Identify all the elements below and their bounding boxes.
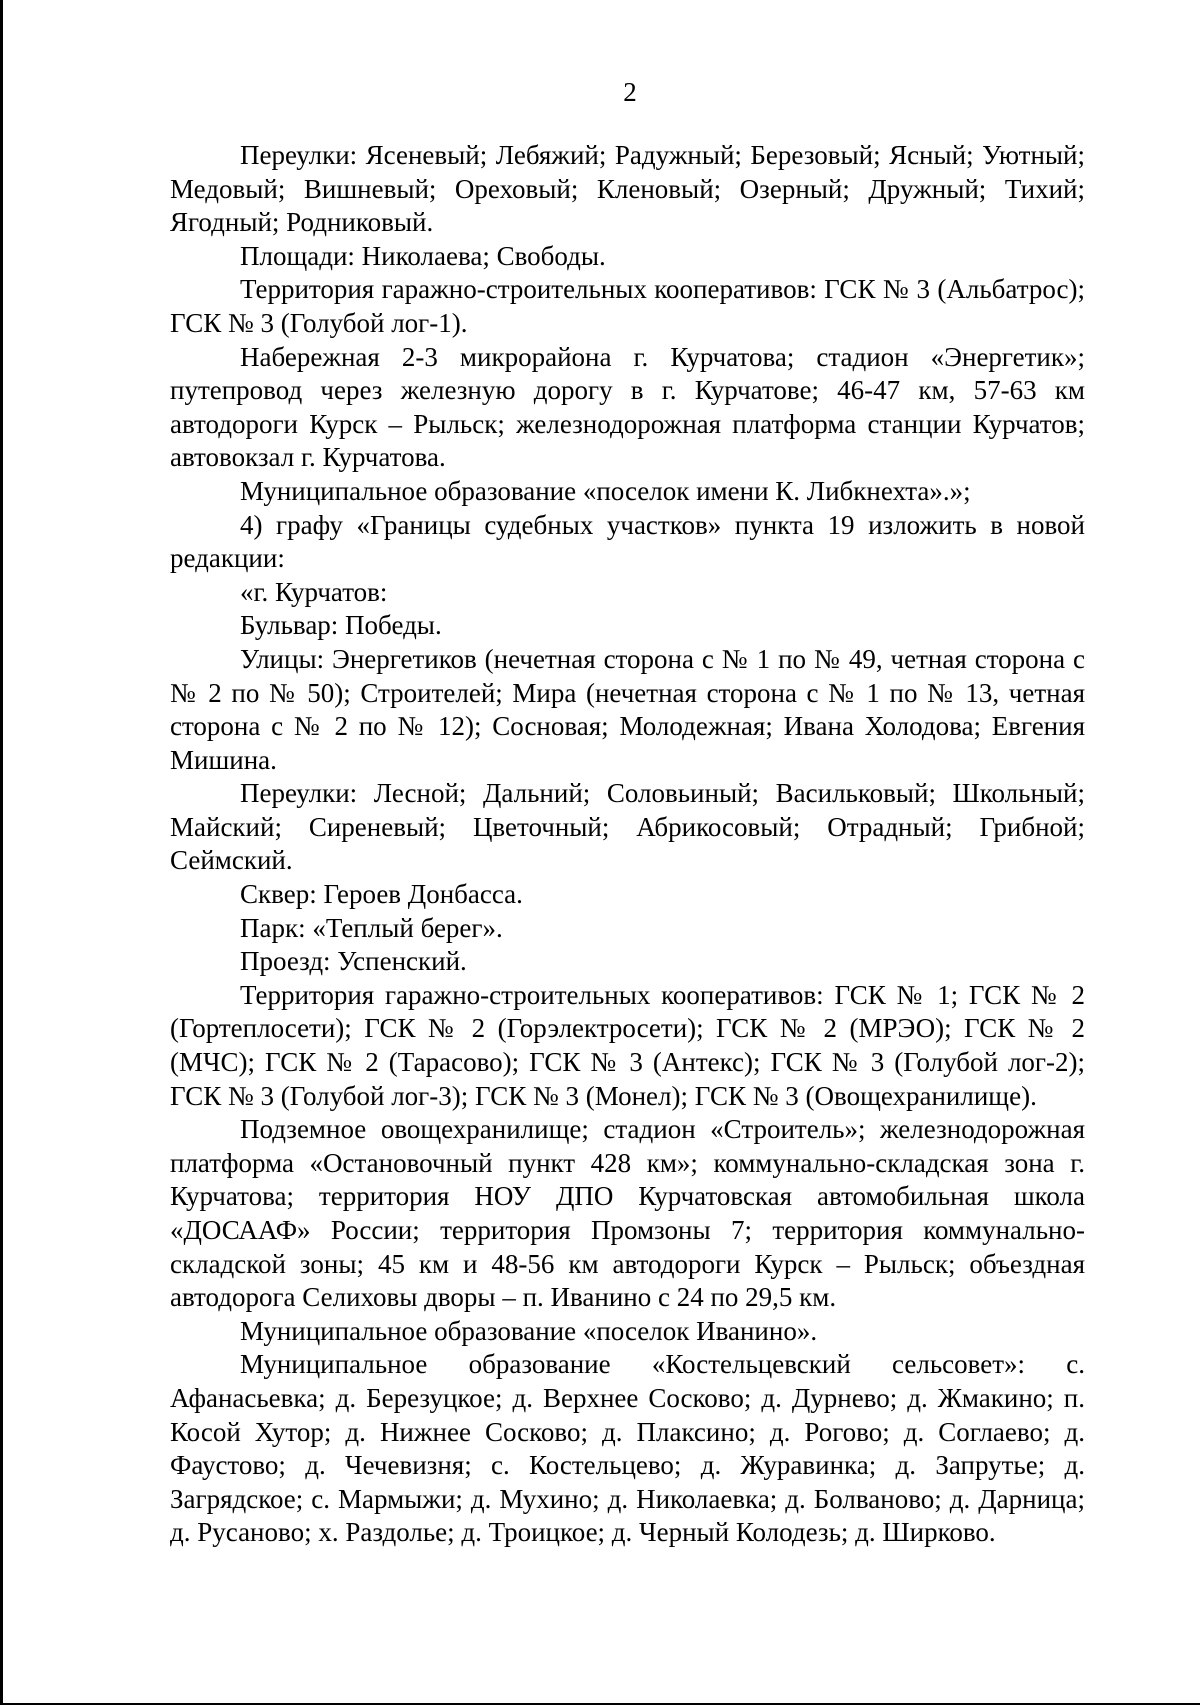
paragraph-municipality-liebknecht: Муниципальное образование «поселок имени К. Либкнехта».»; — [240, 475, 971, 506]
paragraph-embankment: Набережная 2-3 микрорайона г. Курчатова; стадион «Энергетик»; путепровод через железную дорогу в г. Курчатове; 46-47 км, 57-63 км автодороги Курск – Рыльск; железнодорожная платформа станции Курчатов; автовокзал г. Курчатова. — [170, 341, 1085, 473]
paragraph-underground-storage: Подземное овощехранилище; стадион «Строитель»; железнодорожная платформа «Остановочный пункт 428 км»; коммунально-складская зона г. Курчатова; территория НОУ ДПО Курчатовская автомобильная школа «ДОСААФ» России; территория Промзоны 7; территория коммунально-складской зоны; 45 км и 48-56 км автодороги Курск – Рыльск; объездная автодорога Селиховы дворы – п. Иванино с 24 по 29,5 км. — [170, 1114, 1085, 1313]
paragraph-garage-coops-2: Территория гаражно-строительных кооперативов: ГСК № 1; ГСК № 2 (Гортеплосети); ГСК № 2 (Горэлектросети); ГСК № 2 (МРЭО); ГСК № 2 (МЧС); ГСК № 2 (Тарасово); ГСК № 3 (Антекс); ГСК № 3 (Голубой лог-2); ГСК № 3 (Голубой лог-3); ГСК № 3 (Монел); ГСК № 3 (Овощехранилище). — [170, 979, 1085, 1111]
paragraph-municipality-kostelcevsky: Муниципальное образование «Костельцевский сельсовет»: с. Афанасьевка; д. Березуцкое; д. Верхнее Сосково; д. Дурнево; д. Жмакино; п. Косой Хутор; д. Нижнее Сосково; д. Плаксино; д. Рогово; д. Соглаево; д. Фаустово; д. Чечевизня; с. Костельцево; д. Журавинка; д. Запрутье; д. Загрядское; с. Мармыжи; д. Мухино; д. Николаевка; д. Болваново; д. Дарница; д. Русаново; х. Раздолье; д. Троицкое; д. Черный Колодезь; д. Ширково. — [170, 1349, 1085, 1548]
paragraph-city-kurchatov: «г. Курчатов: — [240, 576, 388, 607]
paragraph-passage: Проезд: Успенский. — [240, 946, 467, 977]
paragraph-squares: Площади: Николаева; Свободы. — [240, 240, 606, 271]
paragraph-park: Парк: «Теплый берег». — [240, 912, 503, 943]
paragraph-lanes-2: Переулки: Лесной; Дальний; Соловьиный; Васильковый; Школьный; Майский; Сиреневый; Цветочный; Абрикосовый; Отрадный; Грибной; Сеймский. — [170, 778, 1085, 876]
document-body — [170, 139, 1085, 1550]
page-number: 2 — [623, 77, 637, 107]
paragraph-boulevard: Бульвар: Победы. — [240, 610, 442, 641]
scan-edge-left — [0, 0, 3, 1705]
paragraph-streets: Улицы: Энергетиков (нечетная сторона с № 1 по № 49, четная сторона с № 2 по № 50); Строителей; Мира (нечетная сторона с № 1 по № 13, четная сторона с № 2 по № 12); Сосновая; Молодежная; Ивана Холодова; Евгения Мишина. — [170, 643, 1085, 775]
paragraph-lanes: Переулки: Ясеневый; Лебяжий; Радужный; Березовый; Ясный; Уютный; Медовый; Вишневый; Ореховый; Кленовый; Озерный; Дружный; Тихий; Ягодный; Родниковый. — [170, 140, 1085, 238]
paragraph-garage-coops: Территория гаражно-строительных кооперативов: ГСК № 3 (Альбатрос); ГСК № 3 (Голубой лог-1). — [170, 274, 1085, 338]
paragraph-municipality-ivanino: Муниципальное образование «поселок Иванино». — [240, 1315, 818, 1346]
paragraph-item-4: 4) графу «Границы судебных участков» пункта 19 изложить в новой редакции: — [170, 509, 1085, 574]
paragraph-square: Сквер: Героев Донбасса. — [240, 879, 523, 910]
